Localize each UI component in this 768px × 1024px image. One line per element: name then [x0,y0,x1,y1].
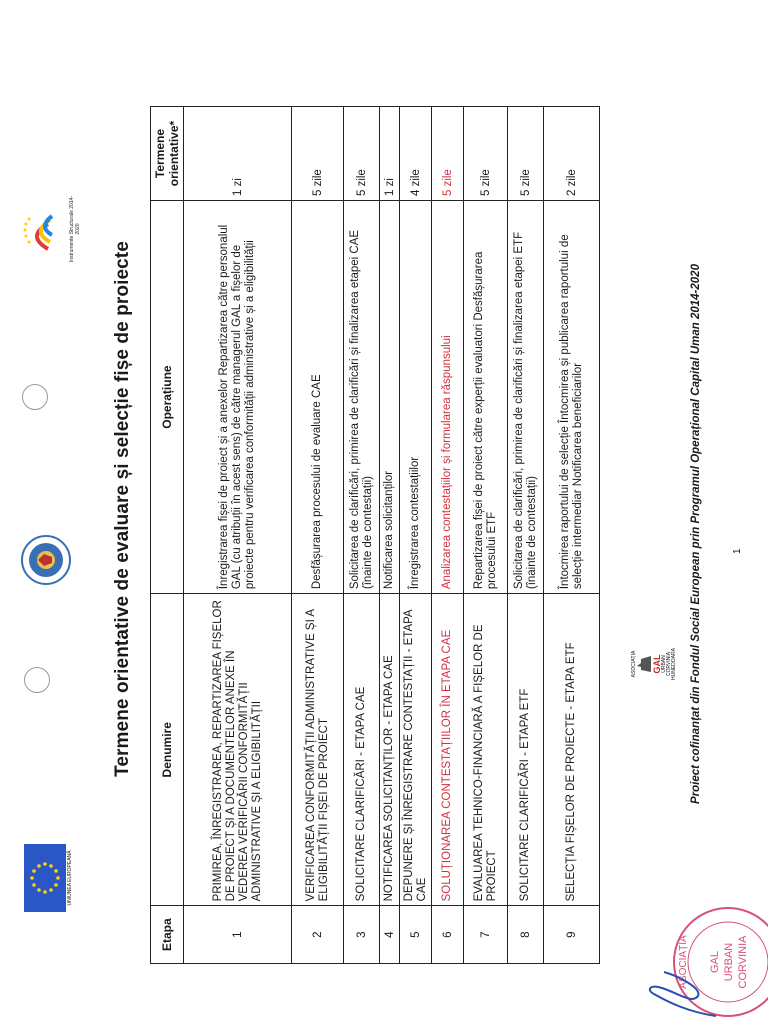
row-term: 1 zi [380,107,400,201]
signature [628,944,718,1024]
row-name: PRIMIREA, ÎNREGISTRAREA, REPARTIZAREA FIȘELOR DE PROIECT ȘI A DOCUMENTELOR ANEXE ÎN VEDEREA VERIFICĂRII CONFORMITĂȚII ADMINISTRATIVE ȘI A ELIGIBILITĂȚII [184,594,292,906]
stamp-line-urban: URBAN [723,942,735,982]
header-termene: Termene orientative* [151,107,184,201]
binder-hole [22,384,48,410]
row-term: 5 zile [464,107,508,201]
page-number: 1 [732,548,743,554]
row-term: 5 zile [292,107,344,201]
row-operation: Întocmirea raportului de selecție Întocmirea și publicarea raportului de selecție intermediar Notificarea beneficiarilor [544,201,600,594]
row-operation: Repartizarea fișei de proiect către experții evaluatori Desfășurarea procesului ETF [464,201,508,594]
row-name: SOLICITARE CLARIFICĂRI - ETAPA CAE [344,594,380,906]
row-number: 5 [400,906,432,964]
row-number: 3 [344,906,380,964]
evaluation-terms-table [150,106,600,964]
is-caption: Instrumente Structurale 2014-2020 [69,195,81,263]
table-row [464,107,508,964]
row-name: VERIFICAREA CONFORMITĂȚII ADMINISTRATIVE ȘI A ELIGIBILITĂȚII FIȘEI DE PROIECT [292,594,344,906]
binder-hole [24,667,50,693]
row-term: 1 zi [184,107,292,201]
row-name: SELECȚIA FIȘELOR DE PROIECTE - ETAPA ETF [544,594,600,906]
row-name: EVALUAREA TEHNICO-FINANCIARĂ A FIȘELOR DE PROIECT [464,594,508,906]
stamp-top: ASOCIAȚIA [678,935,689,989]
row-operation: Solicitarea de clarificări, primirea de clarificări și finalizarea etapei CAE (înainte de contestații) [344,201,380,594]
stamp-line-gal: GAL [709,950,721,974]
row-number: 1 [184,906,292,964]
row-operation: Solicitarea de clarificări, primirea de clarificări și finalizarea etapei ETF (înainte de contestații) [508,201,544,594]
row-term: 4 zile [400,107,432,201]
row-number: 9 [544,906,600,964]
romania-government-emblem [20,534,77,586]
row-operation: Înregistrarea fișei de proiect și a anexelor Repartizarea către personalul GAL (cu atribuții în acest sens) de către managerul GAL a fișelor de proiecte pentru verificarea conformității administrative și a eligibilității [184,201,292,594]
table-row [184,107,292,964]
table-row [432,107,464,964]
row-operation: Notificarea solicitanților [380,201,400,594]
row-operation: Înregistrarea contestațiilor [400,201,432,594]
row-operation: Desfășurarea procesului de evaluare CAE [292,201,344,594]
row-number: 7 [464,906,508,964]
header-etapa: Etapa [151,906,184,964]
row-number: 8 [508,906,544,964]
gal-logo-line3: URBAN [661,655,667,673]
table-row [292,107,344,964]
gal-logo-line2: GAL [652,654,662,674]
document-title: Termene orientative de evaluare și selecție fișe de proiecte [112,241,133,777]
row-number: 6 [432,906,464,964]
header-denumire: Denumire [151,594,184,906]
row-term: 5 zile [344,107,380,201]
instrumente-structurale-logo [20,194,80,264]
row-term: 5 zile [508,107,544,201]
header-operatiune: Operațiune [151,201,184,594]
funding-footer: Proiect cofinanțat din Fondul Social European prin Programul Operațional Capital Uman 2014-2020 [690,264,702,804]
row-name: NOTIFICAREA SOLICITANȚILOR - ETAPA CAE [380,594,400,906]
table-row [544,107,600,964]
eu-caption: UNIUNEA EUROPEANĂ [67,850,73,906]
row-name: SOLICITARE CLARIFICĂRI - ETAPA ETF [508,594,544,906]
row-number: 2 [292,906,344,964]
row-term: 5 zile [432,107,464,201]
gal-logo-line5: HUNEDOARA [671,648,677,680]
gal-logo-line4: CORVINIA [666,651,672,677]
row-operation: Analizarea contestațiilor și formularea răspunsului [432,201,464,594]
gal-tower-icon [637,652,651,676]
eu-logo [24,844,74,912]
gal-logo [631,639,679,689]
gal-logo-line1: ASOCIAȚIA [631,650,637,678]
row-name: DEPUNERE ȘI ÎNREGISTRARE CONTESTAȚII - ETAPA CAE [400,594,432,906]
table-row [380,107,400,964]
table-row [400,107,432,964]
row-term: 2 zile [544,107,600,201]
stamp-line-corvinia: CORVINIA [737,935,749,989]
row-name: SOLUȚIONAREA CONTESTAȚIILOR ÎN ETAPA CAE [432,594,464,906]
table-header-row [151,107,184,964]
table-row [344,107,380,964]
table-row [508,107,544,964]
row-number: 4 [380,906,400,964]
eu-flag-icon [24,844,66,912]
